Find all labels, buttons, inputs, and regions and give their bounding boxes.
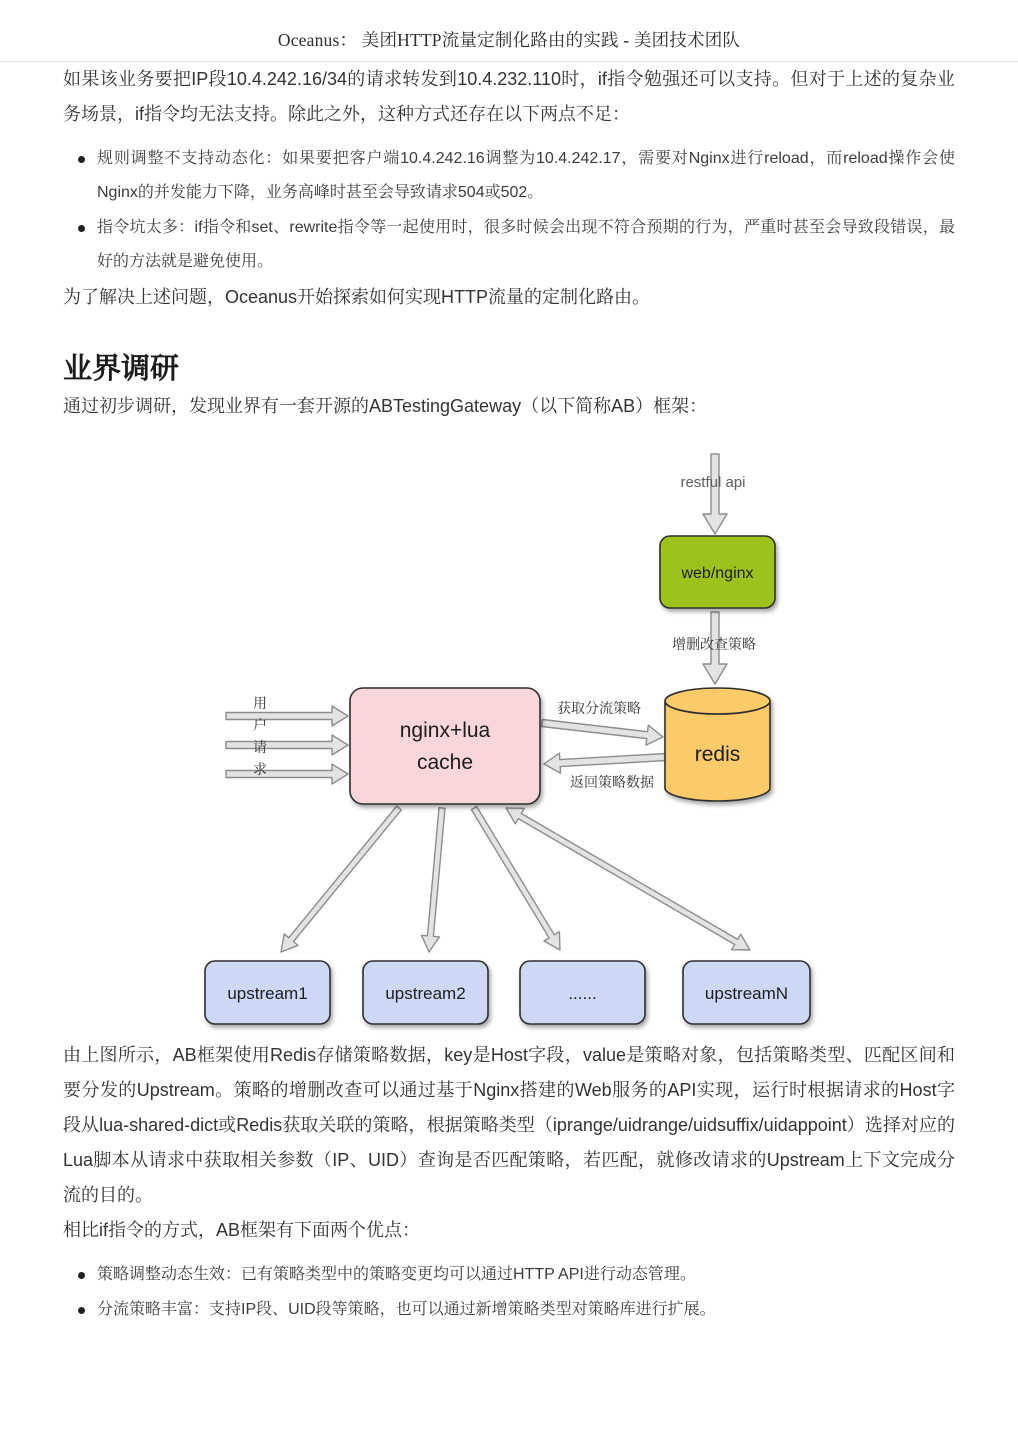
arrow xyxy=(506,808,750,950)
cache-label-line2: cache xyxy=(416,751,474,774)
upstream-node-2 xyxy=(363,961,488,1024)
list-item: 指令坑太多：if指令和set、rewrite指令等一起使用时，很多时候会出现不符合预期的行为，严重时甚至会导致段错误，最好的方法就是避免使用。 xyxy=(63,211,955,279)
redis-node xyxy=(665,688,770,801)
advantages-list xyxy=(63,1258,955,1327)
arrow xyxy=(281,806,401,952)
upstream1-label: upstream1 xyxy=(227,984,308,1003)
nginx-lua-cache-node xyxy=(350,688,540,804)
redis-label: redis xyxy=(694,743,741,766)
survey-paragraph: 通过初步调研，发现业界有一套开源的ABTestingGateway（以下简称AB）框架： xyxy=(63,396,708,416)
arrow xyxy=(542,720,663,746)
arrow xyxy=(544,753,666,773)
list-item: 规则调整不支持动态化：如果要把客户端10.4.242.16调整为10.4.242.17，需要对Nginx进行reload，而reload操作会使Nginx的并发能力下降，业务高峰时甚至会导致请求504或502。 xyxy=(63,142,955,210)
section-heading: 业界调研 xyxy=(63,353,180,385)
upstreamN-label: upstreamN xyxy=(704,984,789,1003)
redis-cylinder-top xyxy=(665,688,770,714)
return-policy-label: 返回策略数据 xyxy=(570,774,654,790)
analysis-paragraph: 由上图所示，AB框架使用Redis存储策略数据，key是Host字段，value是策略对象，包括策略类型、匹配区间和要分发的Upstream。策略的增删改查可以通过基于Nginx搭建的Web服务的API实现，运行时根据请求的Host字段从lua-shared-dict或Redis获取关联的策略，根据策略类型（iprange/uidrange/uidsuffix/uidappoint）选择对应的Lua脚本从请求中获取相关参数（IP、UID）查询是否匹配策略，若匹配，就修改请求的Upstream上下文完成分流的目的。 xyxy=(63,1045,955,1205)
restful-api-label: restful api xyxy=(680,474,746,491)
crud-policy-label: 增删改查策略 xyxy=(672,636,756,652)
list-item: 策略调整动态生效：已有策略类型中的策略变更均可以通过HTTP API进行动态管理。 xyxy=(63,1258,955,1292)
solution-paragraph: 为了解决上述问题，Oceanus开始探索如何实现HTTP流量的定制化路由。 xyxy=(63,287,651,307)
advantages-intro-paragraph: 相比if指令的方式，AB框架有下面两个优点： xyxy=(63,1220,421,1240)
web-nginx-node xyxy=(660,536,775,608)
page-header xyxy=(0,0,1018,62)
cache-label-line1: nginx+lua xyxy=(399,719,491,742)
upstream-node-1 xyxy=(205,961,330,1024)
architecture-diagram xyxy=(63,446,955,1038)
arrow xyxy=(703,454,727,534)
fetch-policy-label: 获取分流策略 xyxy=(557,700,641,716)
arrow xyxy=(226,706,348,726)
user-request-label: 用户请求 xyxy=(253,695,267,777)
upstream-node-ellipsis xyxy=(520,961,645,1024)
article-content xyxy=(0,62,1018,1327)
upstream-node-n xyxy=(683,961,810,1024)
upstream2-label: upstream2 xyxy=(385,984,466,1003)
upstream-ellipsis-label: ...... xyxy=(568,984,597,1003)
arrow xyxy=(422,808,446,952)
ab-testing-gateway-diagram xyxy=(63,446,955,1038)
intro-paragraph: 如果该业务要把IP段10.4.242.16/34的请求转发到10.4.232.110时，if指令勉强还可以支持。但对于上述的复杂业务场景，if指令均无法支持。除此之外，这种方式还存在以下两点不足： xyxy=(63,69,955,124)
list-item: 分流策略丰富：支持IP段、UID段等策略，也可以通过新增策略类型对策略库进行扩展。 xyxy=(63,1293,955,1327)
limitations-list xyxy=(63,142,955,279)
web-nginx-label: web/nginx xyxy=(681,565,754,582)
arrow xyxy=(226,735,348,755)
arrow xyxy=(226,764,348,784)
page-title: Oceanus： 美团HTTP流量定制化路由的实践 - 美团技术团队 xyxy=(277,30,741,50)
cache-box xyxy=(350,688,540,804)
